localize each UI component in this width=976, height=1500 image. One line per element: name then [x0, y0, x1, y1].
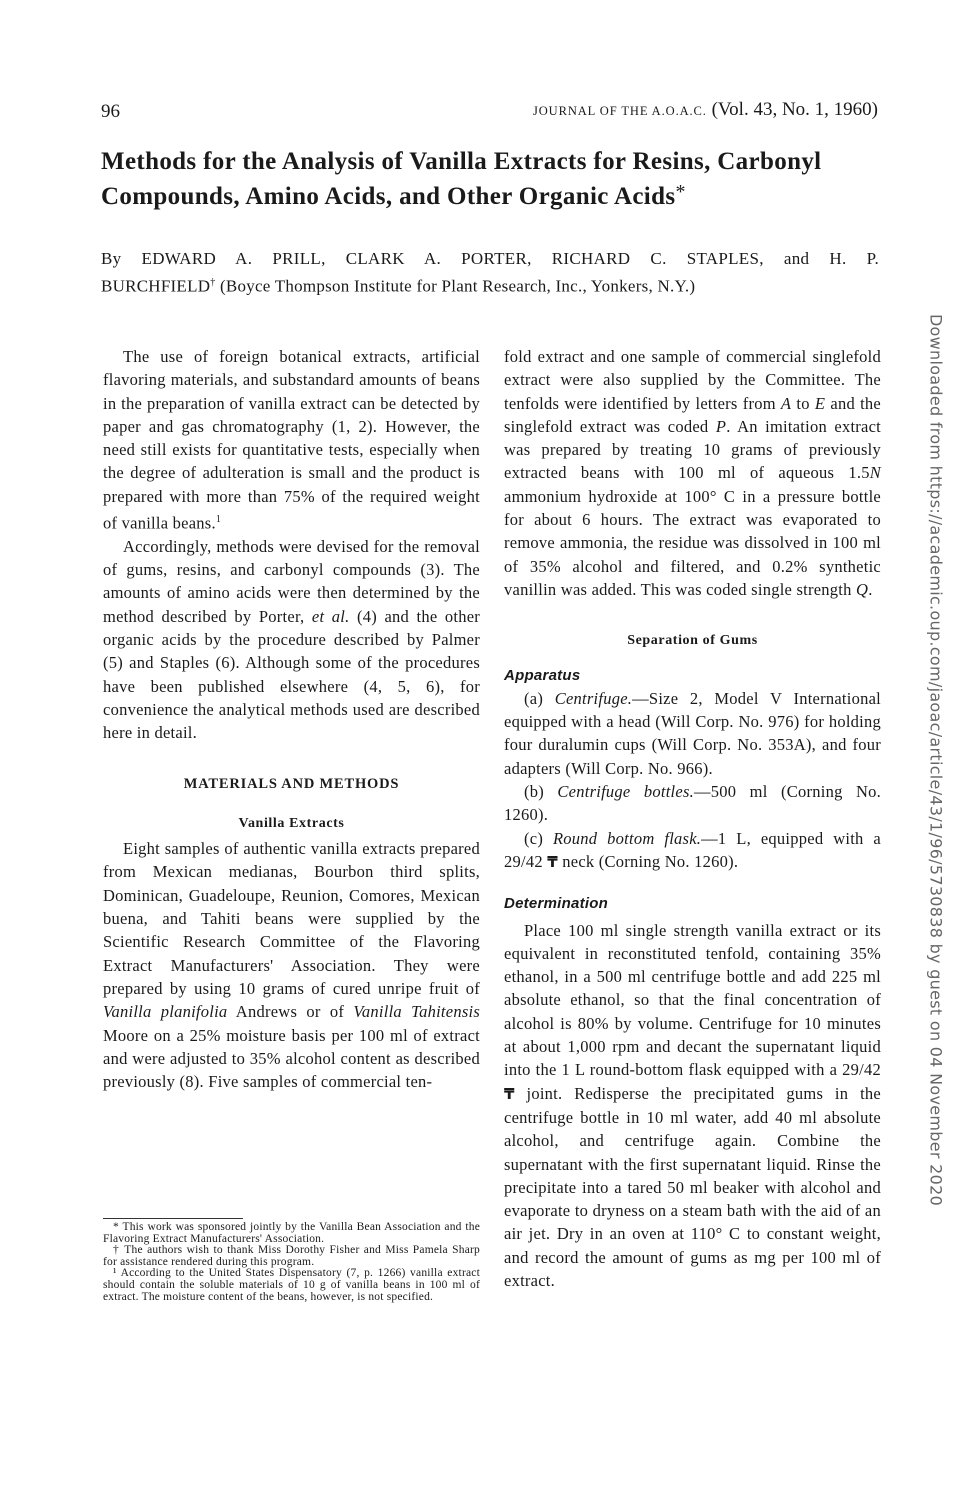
methods-paragraph: [103, 535, 480, 745]
apparatus-item-b: [504, 780, 881, 827]
item-bottles: Centrifuge bottles.: [557, 782, 695, 802]
item-centrifuge: Centrifuge.: [554, 688, 633, 708]
institution: (Boyce Thompson Institute for Plant Research, Inc., Yonkers, N.Y.): [219, 276, 696, 296]
imitation-text-c: . An imitation extract was prepared by treating 10 grams of previously extracted beans with 100 ml of aqueous 1.5: [504, 416, 882, 483]
letter-e: E: [814, 393, 826, 413]
determination-text-a: Place 100 ml single strength vanilla extract or its equivalent in reconstituted tenfold, containing 35% ethanol, in a 500 ml centrifuge bottle and add 225 ml absolute ethanol, so that the final concentration of alcohol is 80% by volume. Centrifuge for 10 minutes at about 1,000 rpm and decant the supernatant liquid into the 1 L round-bottom flask equipped with a 29/42: [504, 920, 881, 1080]
imitation-text-d: ammonium hydroxide at 100° C in a pressure bottle for about 6 hours. The extract was evaporated to remove ammonia, the residue was dissolved in 100 ml of 35% alcohol and filtered, and 0.2% synthetic vanillin was added. This was coded single strength: [504, 486, 881, 599]
footnote-dispensatory: ¹ According to the United States Dispensatory (7, p. 1266) vanilla extract should contain the soluble materials of 10 g of vanilla beans in 100 ml of extract. The moisture content of the beans, however, is not specified.: [103, 1267, 480, 1303]
subheading-vanilla-extracts: Vanilla Extracts: [238, 815, 345, 831]
label-a: (a): [524, 688, 544, 708]
apparatus-item-c: [504, 827, 881, 875]
item-c-text-b: neck (Corning No. 1260).: [562, 851, 739, 871]
label-c: (c): [524, 828, 544, 848]
page-number: 96: [101, 101, 120, 122]
samples-paragraph: [103, 837, 480, 1093]
joint-symbol-icon-2: ₸: [504, 1084, 515, 1103]
determination-text-b: joint. Redisperse the precipitated gums in the centrifuge bottle in 10 ml water, add 40 ml absolute alcohol, and centrifuge again. Combine the supernatant with the first supernatant liquid. Rinse the precipitate into a tared 50 ml beaker with alcohol and evaporate to dryness on a steam bath with the aid of an air jet. Dry in an oven at 110° C to constant weight, and record the amount of gums as mg per 100 ml of extract.: [504, 1083, 881, 1290]
item-a-text: —Size 2, Model V International equipped with a head (Will Corp. No. 976) for holding four duralumin cups (Will Corp. No. 353A), and four adapters (Will Corp. No. 966).: [504, 688, 882, 778]
section-heading-gums: Separation of Gums: [627, 633, 758, 649]
methods-text-b: (4) and the other organic acids by the procedure described by Palmer (5) and Staples (6). Although some of the procedures have been published elsewhere (4, 5, 6), for convenience the analytical methods used are described here in detail.: [103, 606, 481, 743]
apparatus-item-a: [504, 687, 881, 780]
determination-heading: Determination: [504, 895, 609, 913]
left-column: [103, 345, 480, 1093]
author-line: By EDWARD A. PRILL, CLARK A. PORTER, RICHARD C. STAPLES, and H. P.: [101, 249, 879, 268]
species-planifolia: Vanilla planifolia: [103, 1002, 228, 1022]
title-text: Methods for the Analysis of Vanilla Extracts for Resins, Carbonyl Compounds, Amino Acids, and Other Organic Acids: [101, 148, 822, 210]
right-column: [504, 345, 881, 1292]
word-to: to: [796, 393, 810, 413]
footnote-ref-1: 1: [215, 514, 222, 526]
methods-text-a: Accordingly, methods were devised for the removal of gums, resins, and carbonyl compounds (3). The amounts of amino acids were then determined by the method described by Porter,: [103, 536, 480, 626]
period: .: [868, 579, 873, 599]
download-watermark: [921, 313, 951, 1207]
item-b-text: —500 ml (Corning No. 1260).: [504, 782, 882, 825]
dagger-mark: †: [210, 277, 216, 288]
item-flask: Round bottom flask.: [552, 828, 702, 848]
affiliation-line: [101, 271, 879, 299]
footnote-sponsor: * This work was sponsored jointly by the Vanilla Bean Association and the Flavoring Extract Manufacturers' Association.: [103, 1221, 480, 1245]
item-c-text-a: —1 L, equipped with a 29/42: [504, 828, 881, 871]
intro-paragraph: [103, 345, 480, 535]
title-footnote-mark: *: [675, 181, 686, 203]
footnote-thanks: † The authors wish to thank Miss Dorothy Fisher and Miss Pamela Sharp for assistance rendered during this program.: [103, 1244, 480, 1268]
samples-text-c: Moore on a 25% moisture basis per 100 ml of extract and were adjusted to 35% alcohol content as described previously (8). Five samples of commercial ten-: [103, 1025, 480, 1092]
download-watermark-text: Downloaded from https://academic.oup.com/jaoac/article/43/1/96/5730838 by guest on 04 November 2020: [926, 313, 946, 1207]
author-last: BURCHFIELD: [101, 276, 211, 296]
normality-n: N: [869, 463, 881, 483]
imitation-paragraph: [504, 345, 881, 601]
label-b: (b): [524, 782, 544, 802]
running-header: [533, 99, 878, 121]
apparatus-heading: Apparatus: [504, 666, 581, 684]
imitation-text-a: fold extract and one sample of commercial singlefold extract were also supplied by the Committee. The tenfolds were identified by letters from: [504, 347, 881, 413]
intro-text: The use of foreign botanical extracts, artificial flavoring materials, and substandard amounts of beans in the preparation of vanilla extract can be detected by paper and gas chromatography (1, 2). However, the need still exists for quantitative tests, especially when the degree of adulteration is small and the product is prepared with more than 75% of the required weight of vanilla beans.: [103, 347, 480, 533]
volume-info: (Vol. 43, No. 1, 1960): [711, 99, 878, 120]
article-title: [101, 146, 881, 212]
samples-text-a: Eight samples of authentic vanilla extracts prepared from Mexican medianas, Bourbon third splits, Dominican, Guadeloupe, Reunion, Comores, Mexican buena, and Tahiti beans were supplied by the Scientific Research Committee of the Flavoring Extract Manufacturers' Association. They were prepared by using 10 grams of cured unripe fruit of: [103, 839, 480, 998]
footnotes: [103, 1222, 480, 1303]
letter-a: A: [780, 393, 792, 413]
code-q: Q: [856, 579, 869, 599]
section-heading-materials: MATERIALS AND METHODS: [183, 775, 400, 792]
imitation-text-b: and the singlefold extract was coded: [504, 393, 881, 436]
footnote-rule: [103, 1218, 243, 1219]
et-al: et al.: [311, 606, 350, 626]
samples-text-b: Andrews or of: [235, 1002, 345, 1022]
code-p: P: [715, 416, 727, 436]
joint-symbol-icon: ₸: [547, 852, 558, 871]
determination-paragraph: [504, 919, 881, 1293]
species-tahitensis: Vanilla Tahitensis: [353, 1002, 480, 1022]
journal-name: JOURNAL OF THE A.O.A.C.: [532, 104, 707, 118]
